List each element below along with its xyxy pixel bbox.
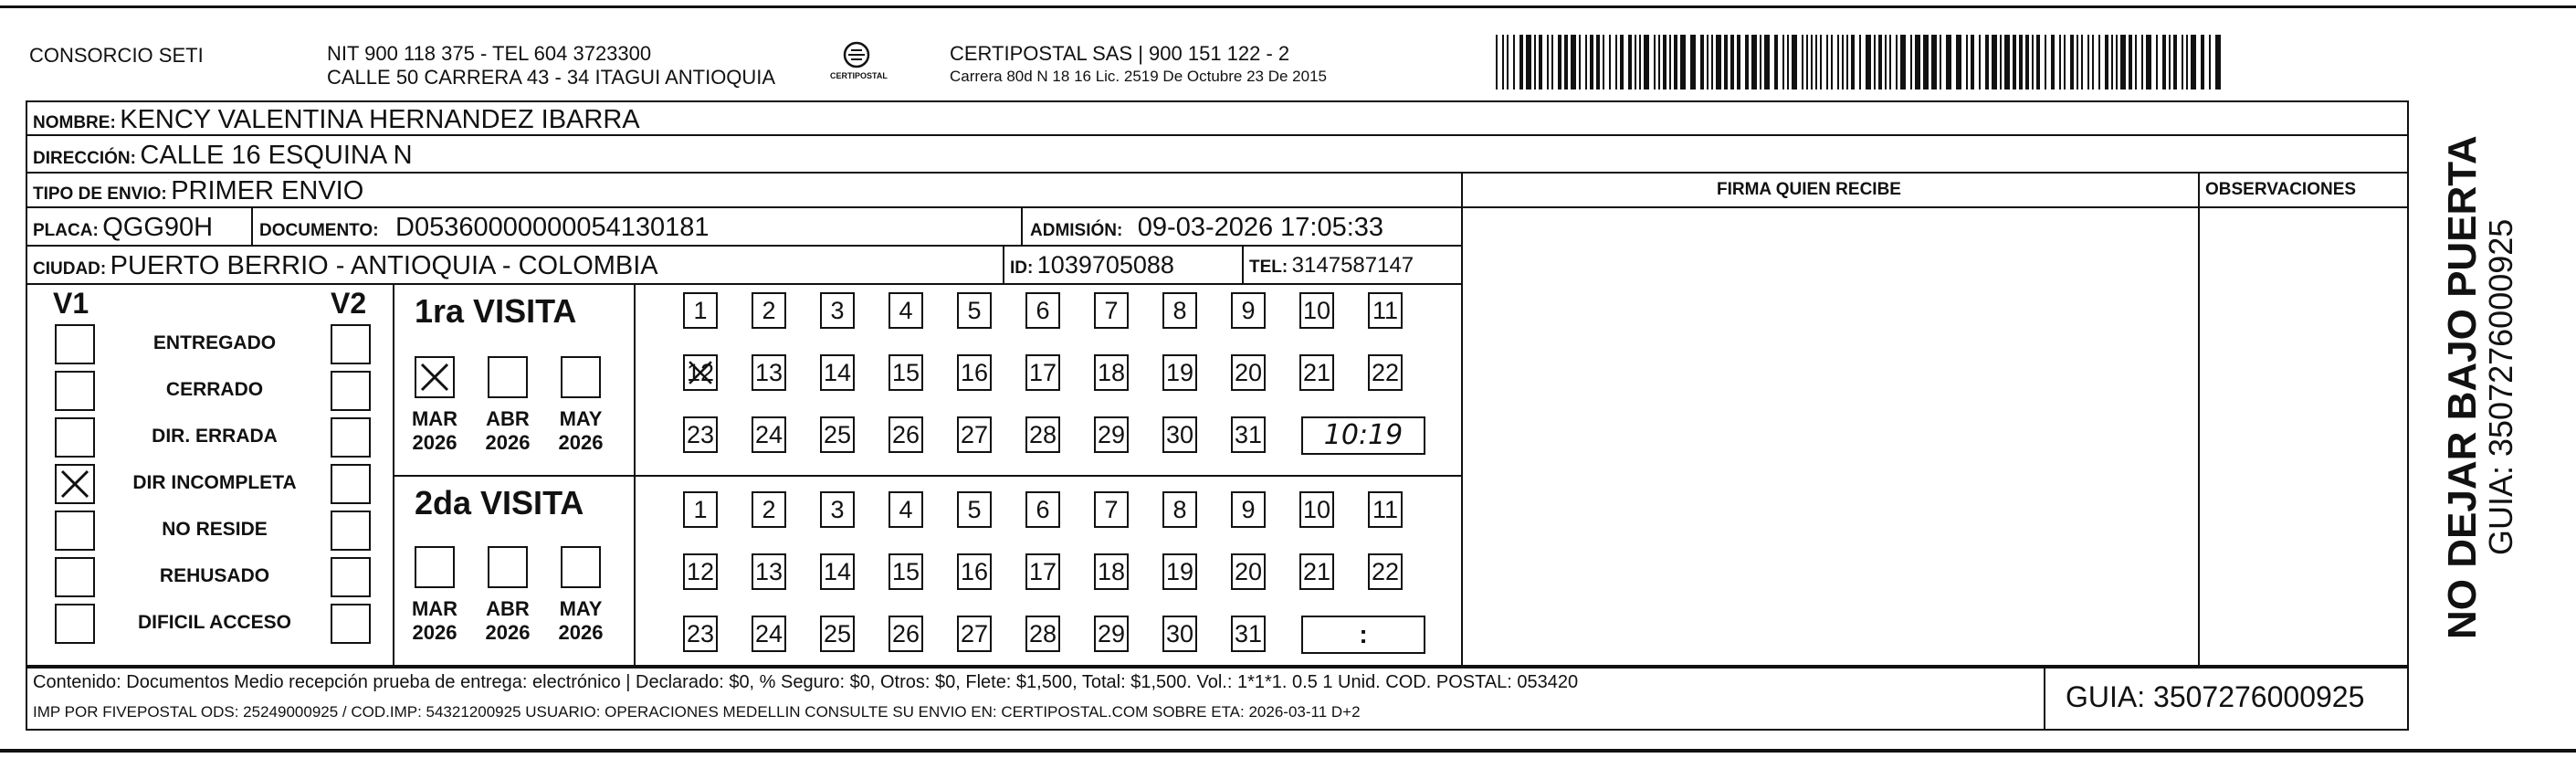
barcode-bar xyxy=(2111,35,2113,89)
barcode-bar xyxy=(1931,35,1937,89)
barcode-bar xyxy=(1946,35,1951,89)
barcode-bar xyxy=(1507,35,1509,89)
day-box[interactable]: 1 xyxy=(683,491,718,528)
year-label: 2026 xyxy=(412,431,457,454)
barcode-bar xyxy=(2051,35,2055,89)
barcode-bar xyxy=(2105,35,2108,89)
day-box[interactable]: 24 xyxy=(752,616,786,652)
time-box[interactable] xyxy=(1301,616,1425,654)
v2-checkbox[interactable] xyxy=(331,417,371,458)
barcode-bar xyxy=(1846,35,1848,89)
day-box[interactable]: 8 xyxy=(1162,491,1197,528)
barcode-bar xyxy=(2036,35,2040,89)
day-box[interactable]: 3 xyxy=(820,292,855,329)
day-box[interactable]: 6 xyxy=(1025,491,1060,528)
day-box[interactable]: 20 xyxy=(1231,354,1266,391)
barcode-bar xyxy=(1851,35,1855,89)
barcode-bar xyxy=(1700,35,1704,89)
day-box[interactable]: 4 xyxy=(888,491,923,528)
barcode-bar xyxy=(1751,35,1757,89)
day-box[interactable]: 15 xyxy=(888,553,923,590)
barcode-bar xyxy=(1826,35,1828,89)
barcode-bar xyxy=(2129,35,2132,89)
barcode-bar xyxy=(2215,35,2221,89)
col-divider xyxy=(1242,247,1244,285)
day-box[interactable]: 29 xyxy=(1094,416,1129,453)
v2-checkbox[interactable] xyxy=(331,371,371,411)
month-checkbox[interactable] xyxy=(561,356,601,398)
v2-header: V2 xyxy=(331,287,367,320)
barcode-bar xyxy=(1680,35,1686,89)
check-mark-icon xyxy=(416,358,453,396)
v1-checkbox[interactable] xyxy=(55,417,95,458)
barcode-bar xyxy=(1551,35,1553,89)
day-box[interactable]: 12 xyxy=(683,553,718,590)
v1-checkbox[interactable] xyxy=(55,324,95,364)
direccion-field xyxy=(33,141,413,171)
v2-checkbox[interactable] xyxy=(331,604,371,644)
tel-label: TEL: xyxy=(1249,258,1288,277)
day-box[interactable]: 6 xyxy=(1025,292,1060,329)
barcode-bar xyxy=(1745,35,1749,89)
barcode-bar xyxy=(1878,35,1882,89)
day-number: 12 xyxy=(686,359,715,386)
barcode-bar xyxy=(1711,35,1713,89)
col-divider xyxy=(1021,208,1023,247)
day-box[interactable]: 10 xyxy=(1299,491,1334,528)
month-checkbox[interactable] xyxy=(561,546,601,588)
time-value: : xyxy=(1359,620,1368,648)
barcode-bar xyxy=(1615,35,1617,89)
barcode-bar xyxy=(1792,35,1797,89)
year-label: 2026 xyxy=(485,431,531,454)
day-box[interactable]: 31 xyxy=(1231,416,1266,453)
barcode-bar xyxy=(1896,35,1898,89)
day-box[interactable]: 5 xyxy=(957,491,992,528)
day-box[interactable]: 25 xyxy=(820,416,855,453)
barcode-bar xyxy=(1620,35,1624,89)
day-box[interactable]: 25 xyxy=(820,616,855,652)
no-dejar-bajo-puerta: NO DEJAR BAJO PUERTA xyxy=(2440,135,2485,639)
day-box[interactable]: 23 xyxy=(683,416,718,453)
barcode-bar xyxy=(2081,35,2083,89)
barcode-bar xyxy=(1787,35,1789,89)
day-box[interactable]: 28 xyxy=(1025,616,1060,652)
footer-line-1: Contenido: Documentos Medio recepción prueba de entrega: electrónico | Declarado: $0, % Seguro: $0, Otros: $0, Flete: $1,500, Total: $1,500. Vol.: 1*1*1. 0.5 1 Unid. COD. POSTAL: 053420 xyxy=(33,672,1579,692)
barcode-bar xyxy=(1669,35,1671,89)
barcode-bar xyxy=(1889,35,1891,89)
day-box[interactable]: 21 xyxy=(1299,354,1334,391)
year-label: 2026 xyxy=(558,431,604,454)
barcode-bar xyxy=(1547,35,1549,89)
barcode-bar xyxy=(1644,35,1649,89)
firma-header: FIRMA QUIEN RECIBE xyxy=(1717,180,1901,199)
barcode-bar xyxy=(1609,35,1611,89)
second-visit-title: 2da VISITA xyxy=(415,484,584,521)
barcode-bar xyxy=(1923,35,1929,89)
v2-checkbox[interactable] xyxy=(331,324,371,364)
status-label: ENTREGADO xyxy=(152,332,277,353)
day-box[interactable]: 7 xyxy=(1094,491,1129,528)
barcode-bar xyxy=(2156,35,2158,89)
barcode-bar xyxy=(1985,35,1989,89)
check-mark-icon xyxy=(57,466,93,502)
barcode-bar xyxy=(1690,35,1696,89)
status-label: DIR. ERRADA xyxy=(152,426,278,447)
year-label: 2026 xyxy=(485,621,531,644)
day-box[interactable]: 24 xyxy=(752,416,786,453)
barcode-bar xyxy=(2141,35,2143,89)
nombre-value: KENCY VALENTINA HERNANDEZ IBARRA xyxy=(120,105,640,134)
barcode-bar xyxy=(1782,35,1784,89)
day-box[interactable]: 20 xyxy=(1231,553,1266,590)
day-box[interactable]: 22 xyxy=(1368,553,1403,590)
documento-field xyxy=(259,213,710,243)
day-box[interactable]: 14 xyxy=(820,553,855,590)
admision-label: ADMISIÓN: xyxy=(1030,221,1123,240)
carrier-line-2: Carrera 80d N 18 16 Lic. 2519 De Octubre 23 De 2015 xyxy=(950,68,1327,85)
day-box[interactable]: 15 xyxy=(888,354,923,391)
row-line xyxy=(26,172,2409,174)
tipo-label: TIPO DE ENVIO: xyxy=(33,184,167,204)
day-box[interactable]: 8 xyxy=(1162,292,1197,329)
barcode-bar xyxy=(1603,35,1604,89)
v1-checkbox[interactable] xyxy=(55,511,95,551)
day-box[interactable]: 7 xyxy=(1094,292,1129,329)
nombre-field xyxy=(33,105,640,135)
barcode-bar xyxy=(2004,35,2010,89)
day-box[interactable]: 3 xyxy=(820,491,855,528)
barcode-bar xyxy=(2209,35,2211,89)
day-box[interactable]: 2 xyxy=(752,292,786,329)
check-mark-icon xyxy=(685,356,716,389)
id-value: 1039705088 xyxy=(1036,251,1174,279)
company-line-2: CALLE 50 CARRERA 43 - 34 ITAGUI ANTIOQUIA xyxy=(327,66,776,89)
barcode-bar xyxy=(1585,35,1587,89)
day-box[interactable]: 17 xyxy=(1025,553,1060,590)
day-box[interactable]: 17 xyxy=(1025,354,1060,391)
year-label: 2026 xyxy=(412,621,457,644)
ciudad-value: PUERTO BERRIO - ANTIOQUIA - COLOMBIA xyxy=(110,251,658,280)
barcode-bar xyxy=(2201,35,2204,89)
day-box[interactable]: 31 xyxy=(1231,616,1266,652)
v2-checkbox[interactable] xyxy=(331,464,371,504)
row-line xyxy=(26,245,1461,247)
day-box[interactable]: 2 xyxy=(752,491,786,528)
barcode-bar xyxy=(2186,35,2188,89)
status-label: CERRADO xyxy=(165,379,264,400)
documento-label: DOCUMENTO: xyxy=(259,221,379,240)
barcode-bar xyxy=(1940,35,1941,89)
month-label: MAY xyxy=(559,597,603,620)
placa-value: QGG90H xyxy=(102,213,214,242)
v2-checkbox[interactable] xyxy=(331,511,371,551)
barcode-bar xyxy=(1806,35,1808,89)
barcode-bar xyxy=(2070,35,2074,89)
barcode-bar xyxy=(1915,35,1920,89)
tipo-value: PRIMER ENVIO xyxy=(171,176,364,205)
barcode-bar xyxy=(2013,35,2016,89)
first-visit-title: 1ra VISITA xyxy=(415,292,577,330)
day-box[interactable]: 16 xyxy=(957,553,992,590)
month-checkbox[interactable] xyxy=(415,546,455,588)
ciudad-field xyxy=(33,251,658,281)
day-box[interactable]: 30 xyxy=(1162,616,1197,652)
barcode-bar xyxy=(1716,35,1721,89)
barcode-bar xyxy=(1539,35,1542,89)
barcode-bar xyxy=(1724,35,1728,89)
barcode-bar xyxy=(2169,35,2171,89)
side-guia: GUIA: 3507276000925 xyxy=(2482,218,2519,555)
barcode-bar xyxy=(1496,35,1498,89)
month-checkbox[interactable] xyxy=(488,356,528,398)
day-box[interactable] xyxy=(683,354,718,391)
nombre-label: NOMBRE: xyxy=(33,113,116,132)
direccion-label: DIRECCIÓN: xyxy=(33,149,136,168)
barcode-bar xyxy=(1859,35,1861,89)
barcode-bar xyxy=(1971,35,1974,89)
status-label: DIR INCOMPLETA xyxy=(132,472,297,493)
day-box[interactable]: 16 xyxy=(957,354,992,391)
day-box[interactable]: 1 xyxy=(683,292,718,329)
col-divider-obs xyxy=(2198,172,2200,667)
day-box[interactable]: 14 xyxy=(820,354,855,391)
barcode-bar xyxy=(1596,35,1600,89)
barcode-bar xyxy=(1811,35,1813,89)
barcode-bar xyxy=(1707,35,1709,89)
month-checkbox[interactable] xyxy=(488,546,528,588)
barcode-bar xyxy=(2098,35,2100,89)
barcode-bar xyxy=(2173,35,2177,89)
admision-value: 09-03-2026 17:05:33 xyxy=(1137,213,1384,242)
day-box[interactable]: 11 xyxy=(1368,292,1403,329)
day-box[interactable]: 9 xyxy=(1231,292,1266,329)
barcode-bar xyxy=(1831,35,1833,89)
barcode-bar xyxy=(1837,35,1839,89)
day-box[interactable]: 22 xyxy=(1368,354,1403,391)
row-line xyxy=(26,283,1461,285)
company-name: CONSORCIO SETI xyxy=(29,44,204,67)
barcode-bar xyxy=(1519,35,1523,89)
barcode-bar xyxy=(2059,35,2061,89)
barcode-bar xyxy=(1842,35,1844,89)
barcode-bar xyxy=(1502,35,1504,89)
day-box[interactable]: 13 xyxy=(752,354,786,391)
barcode-bar xyxy=(1737,35,1740,89)
barcode-bar xyxy=(2000,35,2002,89)
barcode-bar xyxy=(2135,35,2137,89)
frame-bottom xyxy=(0,749,2576,753)
barcode-bar xyxy=(1571,35,1576,89)
time-box[interactable] xyxy=(1301,416,1425,455)
v1-checkbox[interactable] xyxy=(55,371,95,411)
month-label: MAR xyxy=(411,407,458,430)
status-label: REHUSADO xyxy=(159,565,270,586)
barcode-bar xyxy=(1534,35,1536,89)
barcode-bar xyxy=(2032,35,2034,89)
month-label: MAR xyxy=(411,597,458,620)
barcode-bar xyxy=(1774,35,1778,89)
frame-top xyxy=(0,5,2576,8)
day-box[interactable]: 26 xyxy=(888,416,923,453)
observaciones-header: OBSERVACIONES xyxy=(2205,180,2357,199)
visit-row-divider xyxy=(394,475,1461,477)
barcode-bar xyxy=(2116,35,2118,89)
tel-value: 3147587147 xyxy=(1291,253,1414,278)
day-box[interactable]: 18 xyxy=(1094,354,1129,391)
barcode-bar xyxy=(1979,35,1981,89)
tipo-field xyxy=(33,176,363,206)
day-box[interactable]: 19 xyxy=(1162,354,1197,391)
day-box[interactable]: 23 xyxy=(683,616,718,652)
day-box[interactable]: 13 xyxy=(752,553,786,590)
placa-field xyxy=(33,213,213,243)
barcode-bar xyxy=(2064,35,2066,89)
day-box[interactable]: 4 xyxy=(888,292,923,329)
day-box[interactable]: 30 xyxy=(1162,416,1197,453)
month-label: MAY xyxy=(559,407,603,430)
barcode-bar xyxy=(1956,35,1961,89)
v2-checkbox[interactable] xyxy=(331,557,371,597)
id-label: ID: xyxy=(1010,258,1034,278)
barcode-bar xyxy=(1992,35,1997,89)
barcode-bar xyxy=(1866,35,1871,89)
barcode-bar xyxy=(2120,35,2126,89)
day-box[interactable]: 9 xyxy=(1231,491,1266,528)
day-box[interactable]: 21 xyxy=(1299,553,1334,590)
footer-guia: GUIA: 3507276000925 xyxy=(2066,680,2365,713)
tel-field xyxy=(1249,253,1414,279)
barcode-bar xyxy=(2146,35,2151,89)
barcode-bar xyxy=(2045,35,2046,89)
company-line-1: NIT 900 118 375 - TEL 604 3723300 xyxy=(327,42,652,65)
placa-label: PLACA: xyxy=(33,221,99,240)
barcode-bar xyxy=(1628,35,1632,89)
barcode-bar xyxy=(2019,35,2023,89)
day-box[interactable]: 27 xyxy=(957,416,992,453)
col-divider-firma xyxy=(1461,172,1463,667)
certipostal-logo xyxy=(826,37,890,91)
direccion-value: CALLE 16 ESQUINA N xyxy=(140,141,413,170)
barcode-bar xyxy=(1590,35,1593,89)
barcode-bar xyxy=(1558,35,1561,89)
col-divider xyxy=(1003,247,1004,285)
day-box[interactable]: 11 xyxy=(1368,491,1403,528)
month-checkbox[interactable] xyxy=(415,356,455,398)
barcode-bar xyxy=(1815,35,1817,89)
barcode-bar xyxy=(1760,35,1761,89)
barcode-bar xyxy=(1820,35,1822,89)
v1-checkbox[interactable] xyxy=(55,557,95,597)
barcode xyxy=(1496,35,2224,89)
barcode-bar xyxy=(2191,35,2196,89)
barcode-bar xyxy=(1513,35,1515,89)
barcode-bar xyxy=(2025,35,2029,89)
v1-checkbox[interactable] xyxy=(55,604,95,644)
barcode-bar xyxy=(2162,35,2166,89)
barcode-bar xyxy=(1526,35,1531,89)
year-label: 2026 xyxy=(558,621,604,644)
barcode-bar xyxy=(1579,35,1581,89)
barcode-bar xyxy=(1654,35,1656,89)
v1-checkbox[interactable] xyxy=(55,464,95,504)
footer-line-2: IMP POR FIVEPOSTAL ODS: 25249000925 / COD.IMP: 54321200925 USUARIO: OPERACIONES MEDELLIN CONSULTE SU ENVIO EN: CERTIPOSTAL.COM SOBRE ETA: 2026-03-11 D+2 xyxy=(33,703,1361,721)
row-line xyxy=(26,206,2409,208)
barcode-bar xyxy=(1663,35,1667,89)
barcode-bar xyxy=(1966,35,1968,89)
status-label: DIFICIL ACCESO xyxy=(137,612,291,633)
form-table xyxy=(26,100,2409,667)
month-label: ABR xyxy=(486,597,530,620)
barcode-bar xyxy=(2087,35,2089,89)
v1-header: V1 xyxy=(53,287,89,320)
barcode-bar xyxy=(2182,35,2183,89)
id-field xyxy=(1010,251,1174,279)
day-box[interactable]: 19 xyxy=(1162,553,1197,590)
day-box[interactable]: 26 xyxy=(888,616,923,652)
barcode-bar xyxy=(1730,35,1734,89)
day-box[interactable]: 5 xyxy=(957,292,992,329)
day-box[interactable]: 18 xyxy=(1094,553,1129,590)
carrier-line-1: CERTIPOSTAL SAS | 900 151 122 - 2 xyxy=(950,42,1290,65)
barcode-bar xyxy=(1885,35,1887,89)
day-box[interactable]: 29 xyxy=(1094,616,1129,652)
barcode-bar xyxy=(1674,35,1677,89)
barcode-bar xyxy=(1802,35,1803,89)
barcode-bar xyxy=(2077,35,2078,89)
admision-field xyxy=(1030,213,1383,243)
barcode-bar xyxy=(1910,35,1912,89)
barcode-bar xyxy=(1639,35,1641,89)
barcode-bar xyxy=(1658,35,1660,89)
month-label: ABR xyxy=(486,407,530,430)
barcode-bar xyxy=(1874,35,1876,89)
documento-value: D053600000000541301​81 xyxy=(395,213,710,242)
barcode-bar xyxy=(2092,35,2094,89)
ciudad-label: CIUDAD: xyxy=(33,259,107,279)
barcode-bar xyxy=(1635,35,1636,89)
day-box[interactable]: 28 xyxy=(1025,416,1060,453)
barcode-bar xyxy=(1764,35,1770,89)
barcode-bar xyxy=(1564,35,1568,89)
day-box[interactable]: 27 xyxy=(957,616,992,652)
col-divider xyxy=(251,208,253,247)
barcode-bar xyxy=(1900,35,1906,89)
time-value: 10:19 xyxy=(1323,419,1404,451)
day-box[interactable]: 10 xyxy=(1299,292,1334,329)
status-label: NO RESIDE xyxy=(162,519,268,540)
logo-text: CERTIPOSTAL xyxy=(830,71,888,80)
footer-guia-divider xyxy=(2044,667,2045,731)
